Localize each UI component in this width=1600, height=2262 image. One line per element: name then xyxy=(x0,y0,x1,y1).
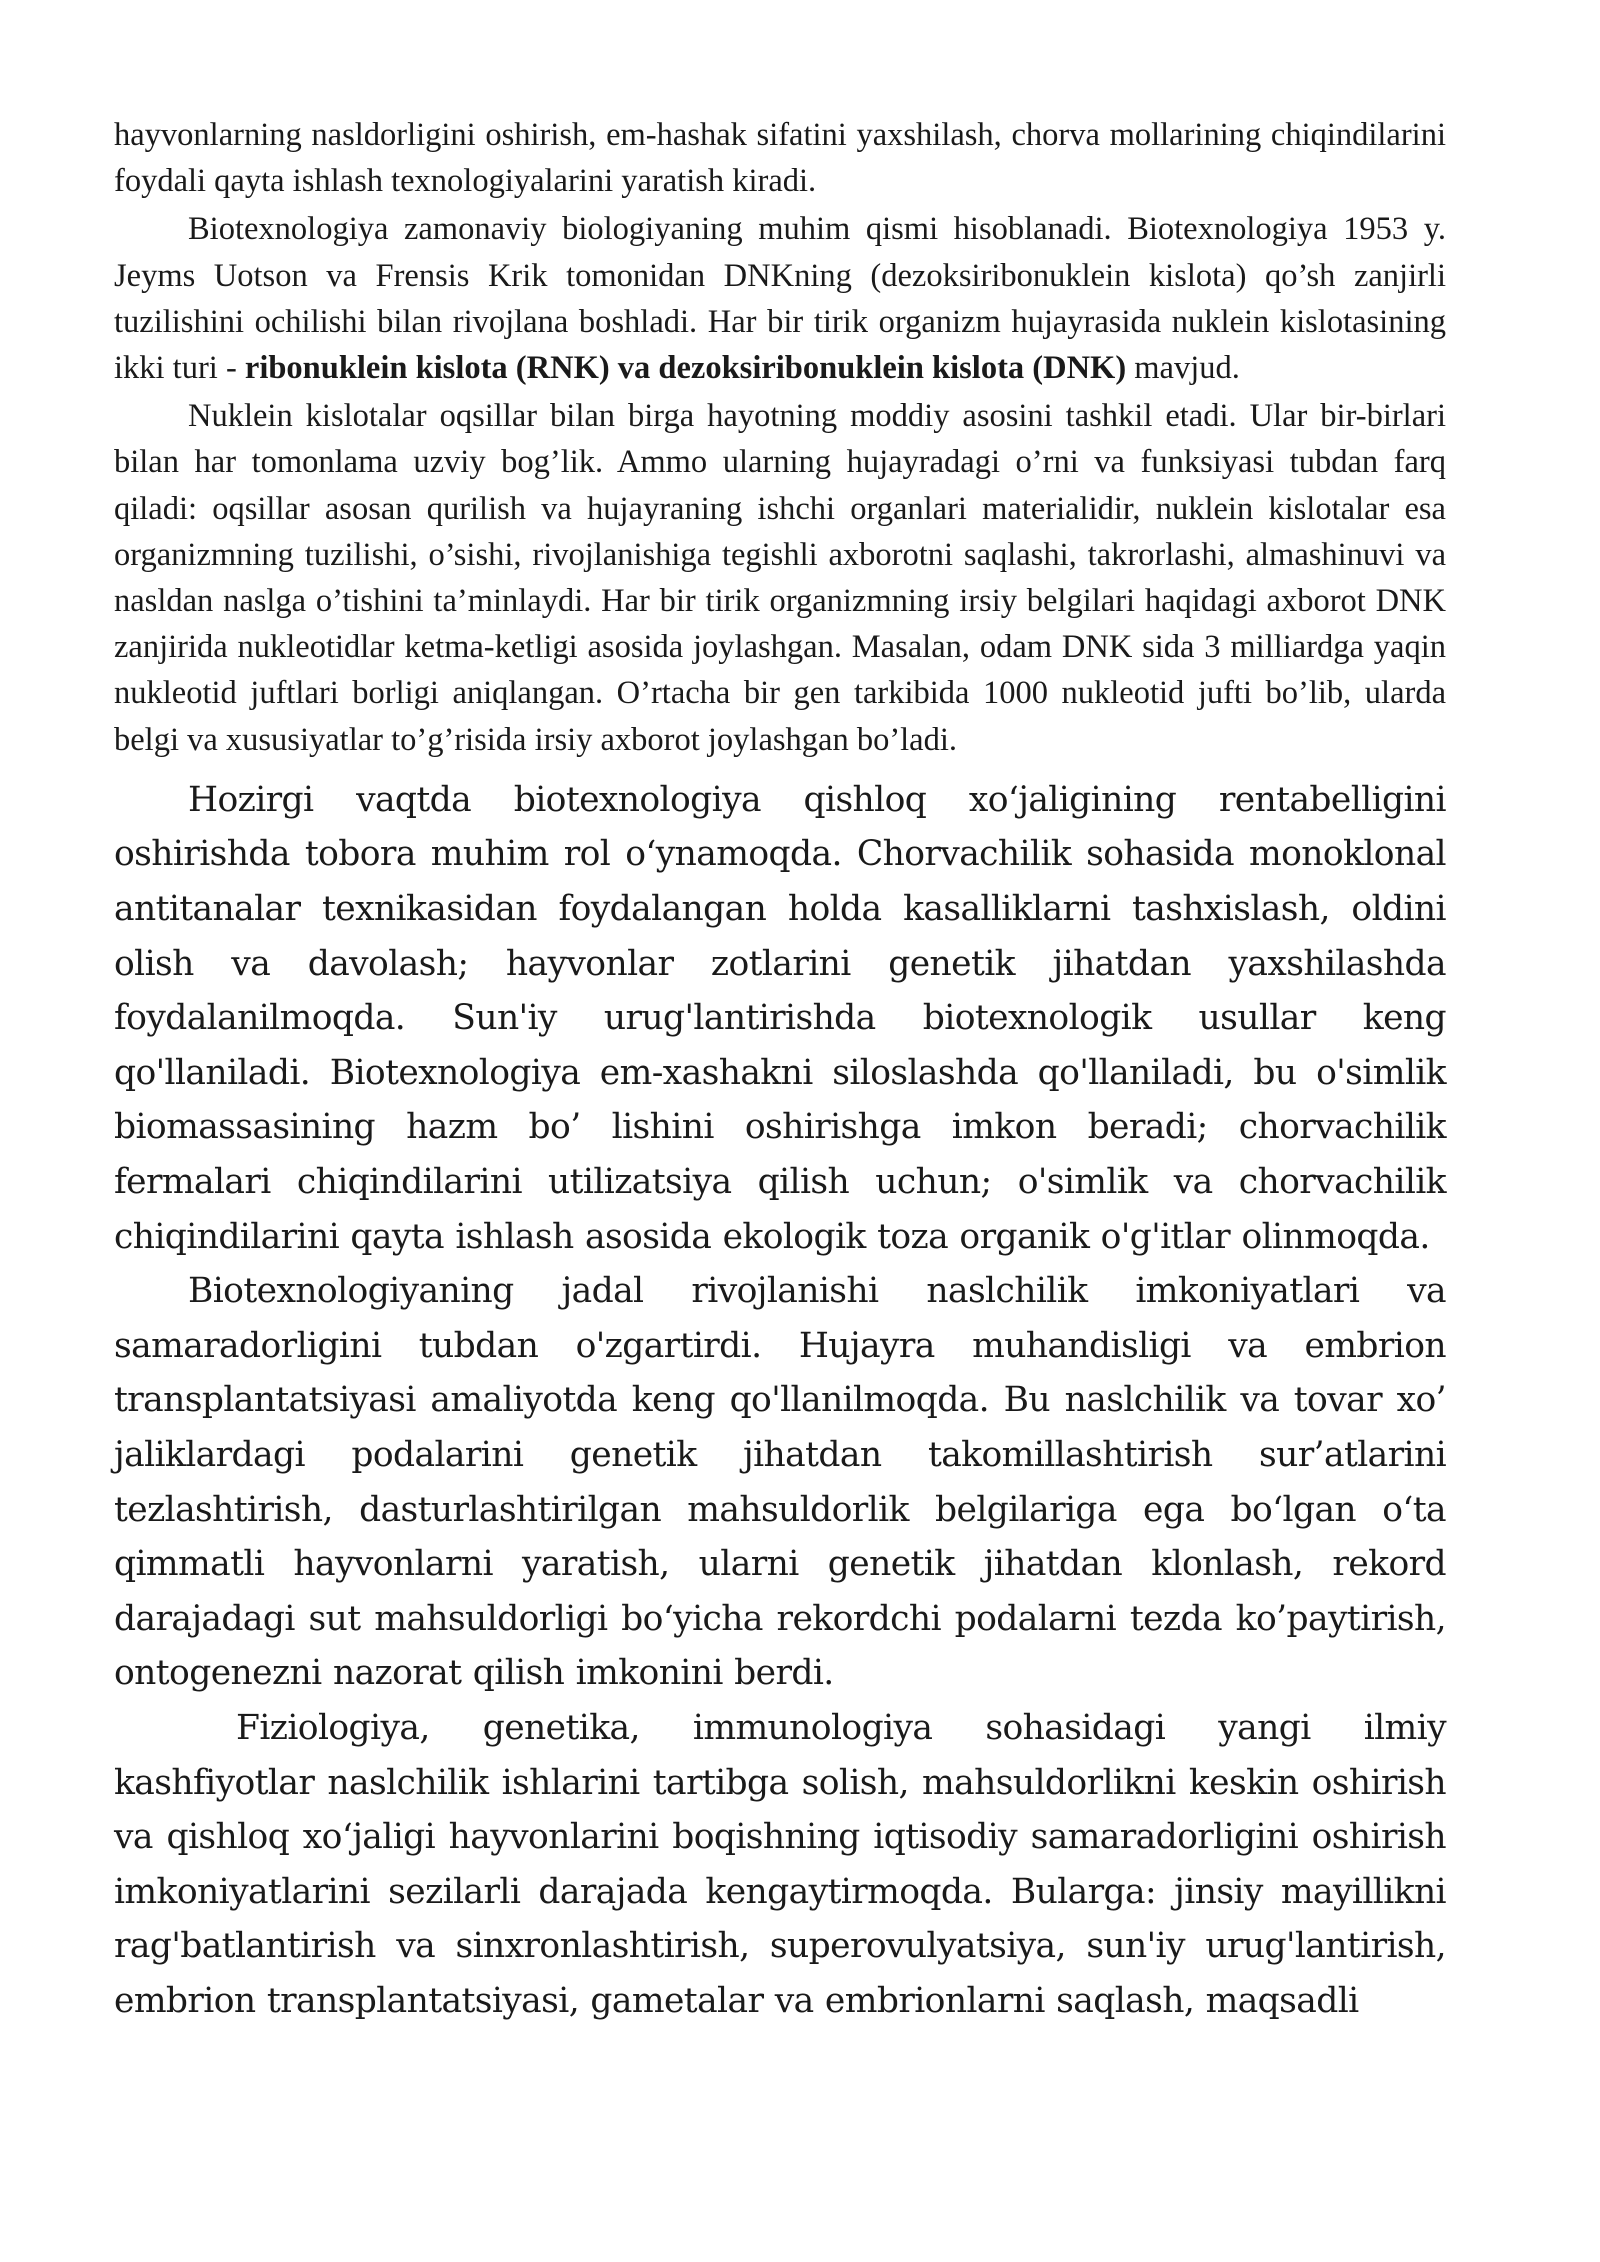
paragraph-biotechnology-intro xyxy=(114,206,1446,391)
paragraph-text: mavjud. xyxy=(1126,350,1240,387)
paragraph-text: Biotexnologiya zamonaviy biologiyaning muhim qismi hisoblanadi. Biotexnologiya 1953 y. Jeyms Uotson va Frensis Krik tomonidan DNKning (dezoksiribonuklein kislota) qo’sh zanjirli tuzilishini ochilishi bilan rivojlana boshladi. Har bir tirik organizm hujayrasida nuklein kislotasining ikki turi - xyxy=(114,211,1446,387)
paragraph-new-discoveries: Fiziologiya, genetika, immunologiya sohasidagi yangi ilmiy kashfiyotlar naslchilik ishlarini tartibga solish, mahsuldorlikni keskin oshirish va qishloq xo‘jaligi hayvonlarini boqishning iqtisodiy samaradorligini oshirish imkoniyatlarini sezilarli darajada kengaytirmoqda. Bularga: jinsiy mayillikni rag'batlantirish va sinxronlashtirish, superovulyatsiya, sun'iy urug'lantirish, embrion transplantatsiyasi, gametalar va embrionlarni saqlash, maqsadli xyxy=(114,1707,1446,2021)
paragraph-nucleic-acids: Nuklein kislotalar oqsillar bilan birga hayotning moddiy asosini tashkil etadi. Ular bir-birlari bilan har tomonlama uzviy bog’lik. Ammo ularning hujayradagi o’rni va funksiyasi tubdan farq qiladi: oqsillar asosan qurilish va hujayraning ishchi organlari materialidir, nuklein kislotalar esa organizmning tuzilishi, o’sishi, rivojlanishiga tegishli axborotni saqlashi, takrorlashi, almashinuvi va nasldan naslga o’tishini ta’minlaydi. Har bir tirik organizmning irsiy belgilari haqidagi axborot DNK zanjirida nukleotidlar ketma-ketligi asosida joylashgan. Masalan, odam DNK sida 3 milliardga yaqin nukleotid juftlari borligi aniqlangan. O’rtacha bir gen tarkibida 1000 nukleotid jufti bo’lib, ularda belgi va xususiyatlar to’g’risida irsiy axborot joylashgan bo’ladi. xyxy=(114,398,1446,758)
paragraph-agriculture: Hozirgi vaqtda biotexnologiya qishloq xo‘jaligining rentabelligini oshirishda tobora muhim rol o‘ynamoqda. Chorvachilik sohasida monoklonal antitanalar texnikasidan foydalangan holda kasalliklarni tashxislash, oldini olish va davolash; hayvonlar zotlarini genetik jihatdan yaxshilashda foydalanilmoqda. Sun'iy urug'lantirishda biotexnologik usullar keng qo'llaniladi. Biotexnologiya em-xashakni siloslashda qo'llaniladi, bu o'simlik biomassasining hazm bo’ lishini oshirishga imkon beradi; chorvachilik fermalari chiqindilarini utilizatsiya qilish uchun; o'simlik va chorvachilik chiqindilarini qayta ishlash asosida ekologik toza organik o'g'itlar olinmoqda. xyxy=(114,779,1446,1257)
paragraph-continued: hayvonlarning nasldorligini oshirish, em-hashak sifatini yaxshilash, chorva mollarining chiqindilarini foydali qayta ishlash texnologiyalarini yaratish kiradi. xyxy=(114,117,1446,200)
document-page xyxy=(114,112,1446,2029)
bold-nucleic-acids: ribonuklein kislota (RNK) va dezoksiribonuklein kislota (DNK) xyxy=(244,350,1127,387)
paragraph-breeding: Biotexnologiyaning jadal rivojlanishi naslchilik imkoniyatlari va samaradorligini tubdan o'zgartirdi. Hujayra muhandisligi va embrion transplantatsiyasi amaliyotda keng qo'llanilmoqda. Bu naslchilik va tovar xo’ jaliklardagi podalarini genetik jihatdan takomillashtirish sur’atlarini tezlashtirish, dasturlashtirilgan mahsuldorlik belgilariga ega bo‘lgan o‘ta qimmatli hayvonlarni yaratish, ularni genetik jihatdan klonlash, rekord darajadagi sut mahsuldorligi bo‘yicha rekordchi podalarni tezda ko’paytirish, ontogenezni nazorat qilish imkonini berdi. xyxy=(114,1271,1446,1694)
